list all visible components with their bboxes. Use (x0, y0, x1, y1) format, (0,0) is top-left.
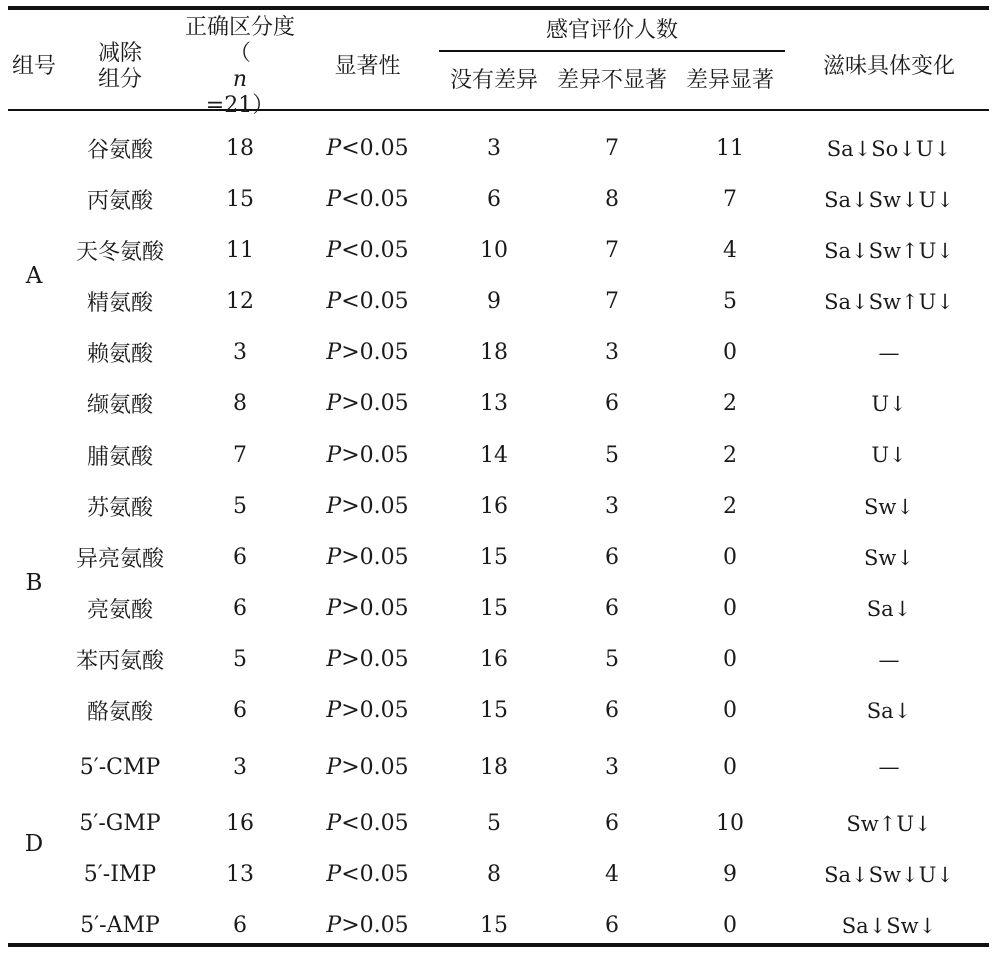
component-name: 亮氨酸 (86, 598, 153, 623)
table-row (8, 634, 989, 685)
count-diff-sig: 10 (716, 811, 744, 836)
count-no-diff: 6 (487, 187, 501, 212)
count-diff-not-sig: 7 (605, 238, 619, 263)
p-threshold: >0.05 (341, 494, 409, 519)
significance-value (300, 481, 435, 532)
significance-value (300, 736, 435, 798)
count-diff-not-sig: 6 (605, 545, 619, 570)
table-row (8, 123, 989, 174)
component-name: 缬氨酸 (86, 393, 153, 418)
p-threshold: <0.05 (341, 862, 409, 887)
count-diff-sig: 9 (723, 862, 737, 887)
count-diff-sig: 2 (723, 442, 737, 468)
count-diff-sig: 0 (723, 754, 737, 780)
table-row (8, 736, 989, 798)
accuracy-value: 6 (233, 596, 247, 621)
p-threshold: <0.05 (341, 811, 409, 836)
p-symbol: P (326, 754, 342, 780)
count-no-diff: 9 (487, 289, 501, 314)
p-threshold: >0.05 (341, 647, 409, 672)
significance-value (300, 225, 435, 276)
table-row (8, 798, 989, 849)
taste-change: — (878, 340, 900, 365)
component-name: 5′-AMP (80, 913, 160, 938)
taste-change: Sa↓Sw↓U↓ (824, 187, 954, 212)
accuracy-value: 3 (233, 754, 247, 780)
significance-value (300, 532, 435, 583)
header-sensory-count: 感官评价人数 (435, 10, 789, 58)
accuracy-value: 3 (233, 340, 247, 365)
component-name: 5′-IMP (83, 862, 157, 887)
p-threshold: <0.05 (341, 238, 409, 263)
p-symbol: P (326, 913, 342, 938)
accuracy-value: 18 (226, 136, 254, 161)
table-row (8, 429, 989, 481)
count-diff-not-sig: 6 (605, 391, 619, 416)
accuracy-value: 8 (233, 391, 247, 416)
header-diff-sig: 差异显著 (686, 68, 775, 93)
p-symbol: P (326, 698, 342, 723)
p-symbol: P (326, 545, 342, 570)
p-symbol: P (326, 289, 342, 314)
count-no-diff: 15 (480, 545, 508, 570)
count-diff-not-sig: 6 (605, 913, 619, 938)
taste-omission-table (8, 10, 989, 951)
taste-change: Sa↓Sw↓ (841, 913, 937, 938)
significance-value (300, 849, 435, 900)
count-diff-not-sig: 5 (605, 647, 619, 672)
table-row (8, 378, 989, 429)
count-no-diff: 18 (480, 754, 508, 780)
count-diff-not-sig: 6 (605, 811, 619, 836)
header-removed-component: 减除 组分 (97, 40, 142, 92)
count-diff-not-sig: 4 (605, 862, 619, 887)
p-symbol: P (326, 442, 342, 468)
significance-value (300, 174, 435, 225)
accuracy-value: 13 (226, 862, 254, 887)
significance-value (300, 429, 435, 481)
table-row (8, 174, 989, 225)
significance-value (300, 327, 435, 378)
component-name: 精氨酸 (86, 291, 153, 316)
accuracy-value: 5 (233, 494, 247, 519)
taste-change: Sw↓ (864, 545, 914, 570)
p-symbol: P (326, 494, 342, 519)
header-taste-change: 滋味具体变化 (823, 53, 956, 79)
p-symbol: P (326, 187, 342, 212)
count-diff-not-sig: 8 (605, 187, 619, 212)
count-no-diff: 16 (480, 647, 508, 672)
header-diff-not-sig: 差异不显著 (556, 68, 667, 93)
table-row (8, 327, 989, 378)
taste-change: U↓ (871, 443, 907, 467)
p-symbol: P (326, 596, 342, 621)
accuracy-value: 12 (226, 289, 254, 314)
component-name: 谷氨酸 (86, 138, 153, 163)
component-name: 酪氨酸 (86, 700, 153, 725)
count-no-diff: 3 (487, 136, 501, 161)
count-diff-sig: 0 (723, 647, 737, 672)
component-name: 苯丙氨酸 (75, 649, 164, 674)
significance-value (300, 378, 435, 429)
taste-change: — (878, 647, 900, 672)
p-threshold: >0.05 (341, 340, 409, 365)
taste-change: U↓ (871, 391, 907, 416)
p-threshold: >0.05 (341, 391, 409, 416)
header-no-diff: 没有差异 (449, 68, 538, 93)
p-threshold: >0.05 (341, 698, 409, 723)
count-diff-sig: 0 (723, 545, 737, 570)
component-name: 脯氨酸 (86, 444, 153, 470)
count-no-diff: 15 (480, 913, 508, 938)
table-row (8, 685, 989, 736)
table-row (8, 225, 989, 276)
significance-value (300, 123, 435, 174)
table-row (8, 481, 989, 532)
group-label: D (24, 830, 44, 857)
accuracy-value: 16 (226, 811, 254, 836)
count-no-diff: 5 (487, 811, 501, 836)
count-no-diff: 13 (480, 391, 508, 416)
significance-value (300, 900, 435, 951)
p-threshold: >0.05 (341, 596, 409, 621)
significance-value (300, 634, 435, 685)
header-significance: 显著性 (334, 53, 401, 79)
count-no-diff: 15 (480, 596, 508, 621)
significance-value (300, 276, 435, 327)
count-diff-sig: 5 (723, 289, 737, 314)
taste-change: Sa↓ (866, 596, 912, 621)
count-diff-sig: 0 (723, 913, 737, 938)
taste-change: Sa↓Sw↑U↓ (824, 289, 954, 314)
accuracy-value: 11 (226, 238, 254, 263)
component-name: 异亮氨酸 (75, 547, 164, 572)
accuracy-value: 7 (233, 442, 247, 468)
count-diff-sig: 7 (723, 187, 737, 212)
taste-change: Sw↓ (864, 494, 914, 519)
count-diff-not-sig: 7 (605, 136, 619, 161)
count-diff-sig: 0 (723, 340, 737, 365)
count-no-diff: 16 (480, 494, 508, 519)
p-threshold: >0.05 (341, 754, 409, 780)
table-row (8, 276, 989, 327)
count-diff-not-sig: 3 (605, 754, 619, 780)
p-threshold: <0.05 (341, 187, 409, 212)
accuracy-value: 5 (233, 647, 247, 672)
count-diff-sig: 0 (723, 596, 737, 621)
taste-change: Sa↓Sw↑U↓ (824, 238, 954, 263)
taste-change: Sa↓ (866, 698, 912, 723)
count-diff-not-sig: 6 (605, 698, 619, 723)
taste-change: Sa↓Sw↓U↓ (824, 862, 954, 887)
component-name: 5′-GMP (79, 811, 161, 836)
component-name: 丙氨酸 (86, 189, 153, 214)
p-threshold: >0.05 (341, 913, 409, 938)
accuracy-value: 6 (233, 913, 247, 938)
p-symbol: P (326, 862, 342, 887)
count-diff-sig: 2 (723, 391, 737, 416)
count-no-diff: 10 (480, 238, 508, 263)
count-no-diff: 14 (480, 442, 508, 468)
table-row (8, 849, 989, 900)
p-symbol: P (326, 391, 342, 416)
component-name: 5′-CMP (79, 754, 161, 780)
accuracy-value: 6 (233, 698, 247, 723)
component-name: 苏氨酸 (86, 496, 153, 521)
p-symbol: P (326, 238, 342, 263)
count-diff-not-sig: 3 (605, 494, 619, 519)
p-symbol: P (326, 136, 342, 161)
p-threshold: >0.05 (341, 442, 409, 468)
count-diff-sig: 4 (723, 238, 737, 263)
p-symbol: P (326, 340, 342, 365)
accuracy-value: 6 (233, 545, 247, 570)
count-diff-not-sig: 5 (605, 442, 619, 468)
significance-value (300, 798, 435, 849)
group-label: B (25, 569, 43, 596)
count-no-diff: 18 (480, 340, 508, 365)
significance-value (300, 685, 435, 736)
significance-value (300, 583, 435, 634)
table-row (8, 532, 989, 583)
count-diff-not-sig: 6 (605, 596, 619, 621)
component-name: 赖氨酸 (86, 342, 153, 367)
count-diff-sig: 2 (723, 494, 737, 519)
count-diff-sig: 11 (716, 136, 744, 161)
header-accuracy: 正确区分度 （ n =21） (184, 14, 295, 118)
taste-change: — (878, 755, 900, 779)
count-diff-not-sig: 7 (605, 289, 619, 314)
taste-change: Sw↑U↓ (846, 811, 932, 836)
header-group-no: 组号 (11, 53, 56, 79)
p-threshold: >0.05 (341, 545, 409, 570)
accuracy-value: 15 (226, 187, 254, 212)
table-row (8, 900, 989, 951)
p-symbol: P (326, 811, 342, 836)
p-threshold: <0.05 (341, 289, 409, 314)
count-diff-sig: 0 (723, 698, 737, 723)
p-threshold: <0.05 (341, 136, 409, 161)
count-no-diff: 15 (480, 698, 508, 723)
count-no-diff: 8 (487, 862, 501, 887)
group-label: A (25, 263, 43, 289)
p-symbol: P (326, 647, 342, 672)
count-diff-not-sig: 3 (605, 340, 619, 365)
taste-change: Sa↓So↓U↓ (826, 136, 952, 161)
table-row (8, 583, 989, 634)
component-name: 天冬氨酸 (75, 240, 164, 265)
